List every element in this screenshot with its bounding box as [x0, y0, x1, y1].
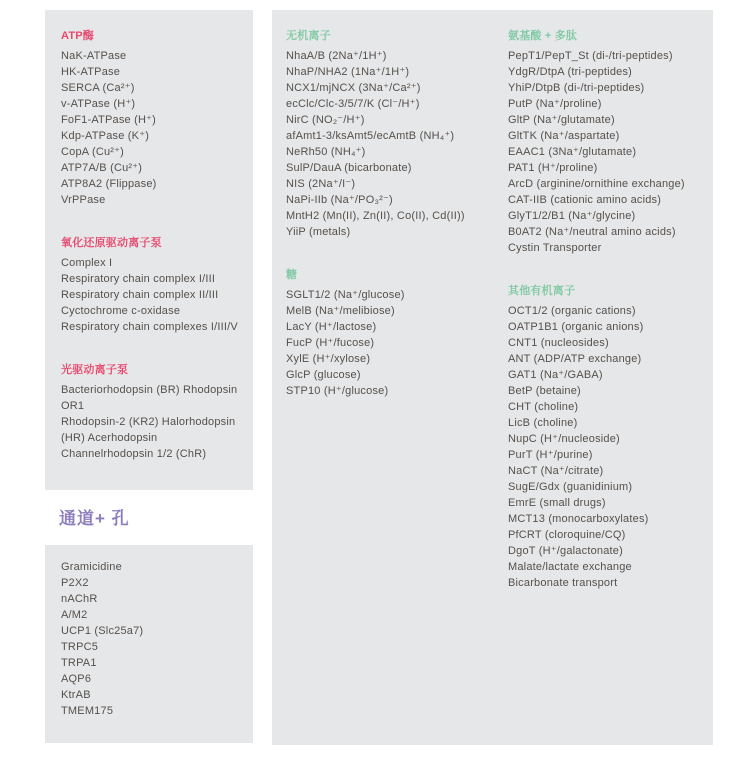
list-item: Complex I — [61, 257, 113, 269]
pumps-card — [45, 10, 253, 490]
list-item: Channelrhodopsin 1/2 (ChR) — [61, 448, 207, 460]
list-item: NIS (2Na⁺/I⁻) — [286, 178, 356, 190]
list-item: YhiP/DtpB (di-/tri-peptides) — [508, 82, 645, 94]
list-item: Kdp-ATPase (K⁺) — [61, 130, 150, 142]
list-item: PepT1/PepT_St (di-/tri-peptides) — [508, 50, 673, 62]
list-item: GltTK (Na⁺/aspartate) — [508, 130, 620, 142]
list-item: Cyctochrome c-oxidase — [61, 305, 181, 317]
section-title: 氨基酸 + 多肽 — [508, 30, 578, 42]
section-title: 其他有机离子 — [508, 285, 576, 297]
list-item: ANT (ADP/ATP exchange) — [508, 353, 642, 365]
list-item: nAChR — [61, 593, 98, 605]
list-item: MntH2 (Mn(II), Zn(II), Co(II), Cd(II)) — [286, 210, 465, 222]
section — [508, 284, 708, 591]
list-item: FucP (H⁺/fucose) — [286, 337, 375, 349]
pumps-sections — [61, 29, 239, 462]
channels-card — [45, 545, 253, 743]
list-item: PurT (H⁺/purine) — [508, 449, 593, 461]
list-item: EAAC1 (3Na⁺/glutamate) — [508, 146, 637, 158]
list-item: NhaA/B (2Na⁺/1H⁺) — [286, 50, 387, 62]
list-item: GltP (Na⁺/glutamate) — [508, 114, 615, 126]
list-item: AQP6 — [61, 673, 92, 685]
list-item: Cystin Transporter — [508, 242, 602, 254]
section — [61, 236, 239, 335]
list-item: DgoT (H⁺/galactonate) — [508, 545, 623, 557]
list-item: YiiP (metals) — [286, 226, 351, 238]
list-item: SERCA (Ca²⁺) — [61, 82, 135, 94]
list-item: Malate/lactate exchange — [508, 561, 632, 573]
section — [61, 363, 239, 462]
item-list — [508, 48, 708, 256]
list-item: ArcD (arginine/ornithine exchange) — [508, 178, 685, 190]
section-title: 氧化还原驱动离子泵 — [61, 237, 162, 249]
list-item: A/M2 — [61, 609, 88, 621]
list-item: Bacteriorhodopsin (BR) Rhodopsin — [61, 384, 238, 396]
list-item: B0AT2 (Na⁺/neutral amino acids) — [508, 226, 676, 238]
list-item: MelB (Na⁺/melibiose) — [286, 305, 395, 317]
item-list — [508, 303, 708, 591]
list-item: NaCT (Na⁺/citrate) — [508, 465, 604, 477]
list-item: VrPPase — [61, 194, 106, 206]
list-item: (HR) Acerhodopsin — [61, 432, 158, 444]
list-item: ATP7A/B (Cu²⁺) — [61, 162, 143, 174]
section-title: 光驱动离子泵 — [61, 364, 129, 376]
list-item: FoF1-ATPase (H⁺) — [61, 114, 156, 126]
section-title: ATP酶 — [61, 30, 94, 42]
list-item: ATP8A2 (Flippase) — [61, 178, 157, 190]
list-item: EmrE (small drugs) — [508, 497, 606, 509]
list-item: Respiratory chain complexes I/III/V — [61, 321, 238, 333]
list-item: STP10 (H⁺/glucose) — [286, 385, 389, 397]
list-item: GAT1 (Na⁺/GABA) — [508, 369, 603, 381]
list-item: NupC (H⁺/nucleoside) — [508, 433, 620, 445]
list-item: SulP/DauA (bicarbonate) — [286, 162, 412, 174]
list-item: NhaP/NHA2 (1Na⁺/1H⁺) — [286, 66, 410, 78]
list-item: CNT1 (nucleosides) — [508, 337, 609, 349]
list-item: NirC (NO₂⁻/H⁺) — [286, 114, 365, 126]
list-item: Respiratory chain complex II/III — [61, 289, 219, 301]
list-item: BetP (betaine) — [508, 385, 581, 397]
list-item: XylE (H⁺/xylose) — [286, 353, 371, 365]
section — [286, 268, 498, 399]
list-item: PutP (Na⁺/proline) — [508, 98, 602, 110]
list-item: MCT13 (monocarboxylates) — [508, 513, 649, 525]
transporters-column-1 — [286, 29, 498, 399]
list-item: CHT (choline) — [508, 401, 579, 413]
list-item: NaK-ATPase — [61, 50, 127, 62]
list-item: NaPi-IIb (Na⁺/PO₃²⁻) — [286, 194, 393, 206]
list-item: LicB (choline) — [508, 417, 578, 429]
list-item: ecClc/Clc-3/5/7/K (Cl⁻/H⁺) — [286, 98, 420, 110]
transporters-card — [272, 10, 713, 745]
list-item: PfCRT (cloroquine/CQ) — [508, 529, 626, 541]
list-item: CopA (Cu²⁺) — [61, 146, 125, 158]
list-item: YdgR/DtpA (tri-peptides) — [508, 66, 633, 78]
list-item: SGLT1/2 (Na⁺/glucose) — [286, 289, 405, 301]
list-item: HK-ATPase — [61, 66, 121, 78]
channels-list — [61, 559, 239, 719]
list-item: TRPA1 — [61, 657, 97, 669]
list-item: Rhodopsin-2 (KR2) Halorhodopsin — [61, 416, 236, 428]
section-title: 无机离子 — [286, 30, 331, 42]
list-item: PAT1 (H⁺/proline) — [508, 162, 598, 174]
list-item: UCP1 (Slc25a7) — [61, 625, 144, 637]
list-item: GlyT1/2/B1 (Na⁺/glycine) — [508, 210, 636, 222]
list-item: LacY (H⁺/lactose) — [286, 321, 377, 333]
list-item: afAmt1-3/ksAmt5/ecAmtB (NH₄⁺) — [286, 130, 455, 142]
list-item: Respiratory chain complex I/III — [61, 273, 216, 285]
item-list — [61, 48, 239, 208]
list-item: KtrAB — [61, 689, 91, 701]
item-list — [286, 48, 498, 240]
list-item: CAT-IIB (cationic amino acids) — [508, 194, 662, 206]
item-list — [61, 255, 239, 335]
list-item: v-ATPase (H⁺) — [61, 98, 136, 110]
channels-pores-heading: 通道+ 孔 — [59, 509, 130, 528]
list-item: GlcP (glucose) — [286, 369, 361, 381]
list-item: NCX1/mjNCX (3Na⁺/Ca²⁺) — [286, 82, 421, 94]
list-item: Bicarbonate transport — [508, 577, 618, 589]
item-list — [61, 382, 239, 462]
list-item: OR1 — [61, 400, 85, 412]
item-list — [286, 287, 498, 399]
list-item: Gramicidine — [61, 561, 122, 573]
section-title: 糖 — [286, 269, 298, 281]
list-item: SugE/Gdx (guanidinium) — [508, 481, 633, 493]
section — [61, 29, 239, 208]
list-item: TRPC5 — [61, 641, 99, 653]
list-item: TMEM175 — [61, 705, 114, 717]
list-item: P2X2 — [61, 577, 89, 589]
section — [508, 29, 708, 256]
list-item: NeRh50 (NH₄⁺) — [286, 146, 366, 158]
transporters-column-2 — [508, 29, 708, 591]
section — [286, 29, 498, 240]
list-item: OCT1/2 (organic cations) — [508, 305, 636, 317]
list-item: OATP1B1 (organic anions) — [508, 321, 644, 333]
